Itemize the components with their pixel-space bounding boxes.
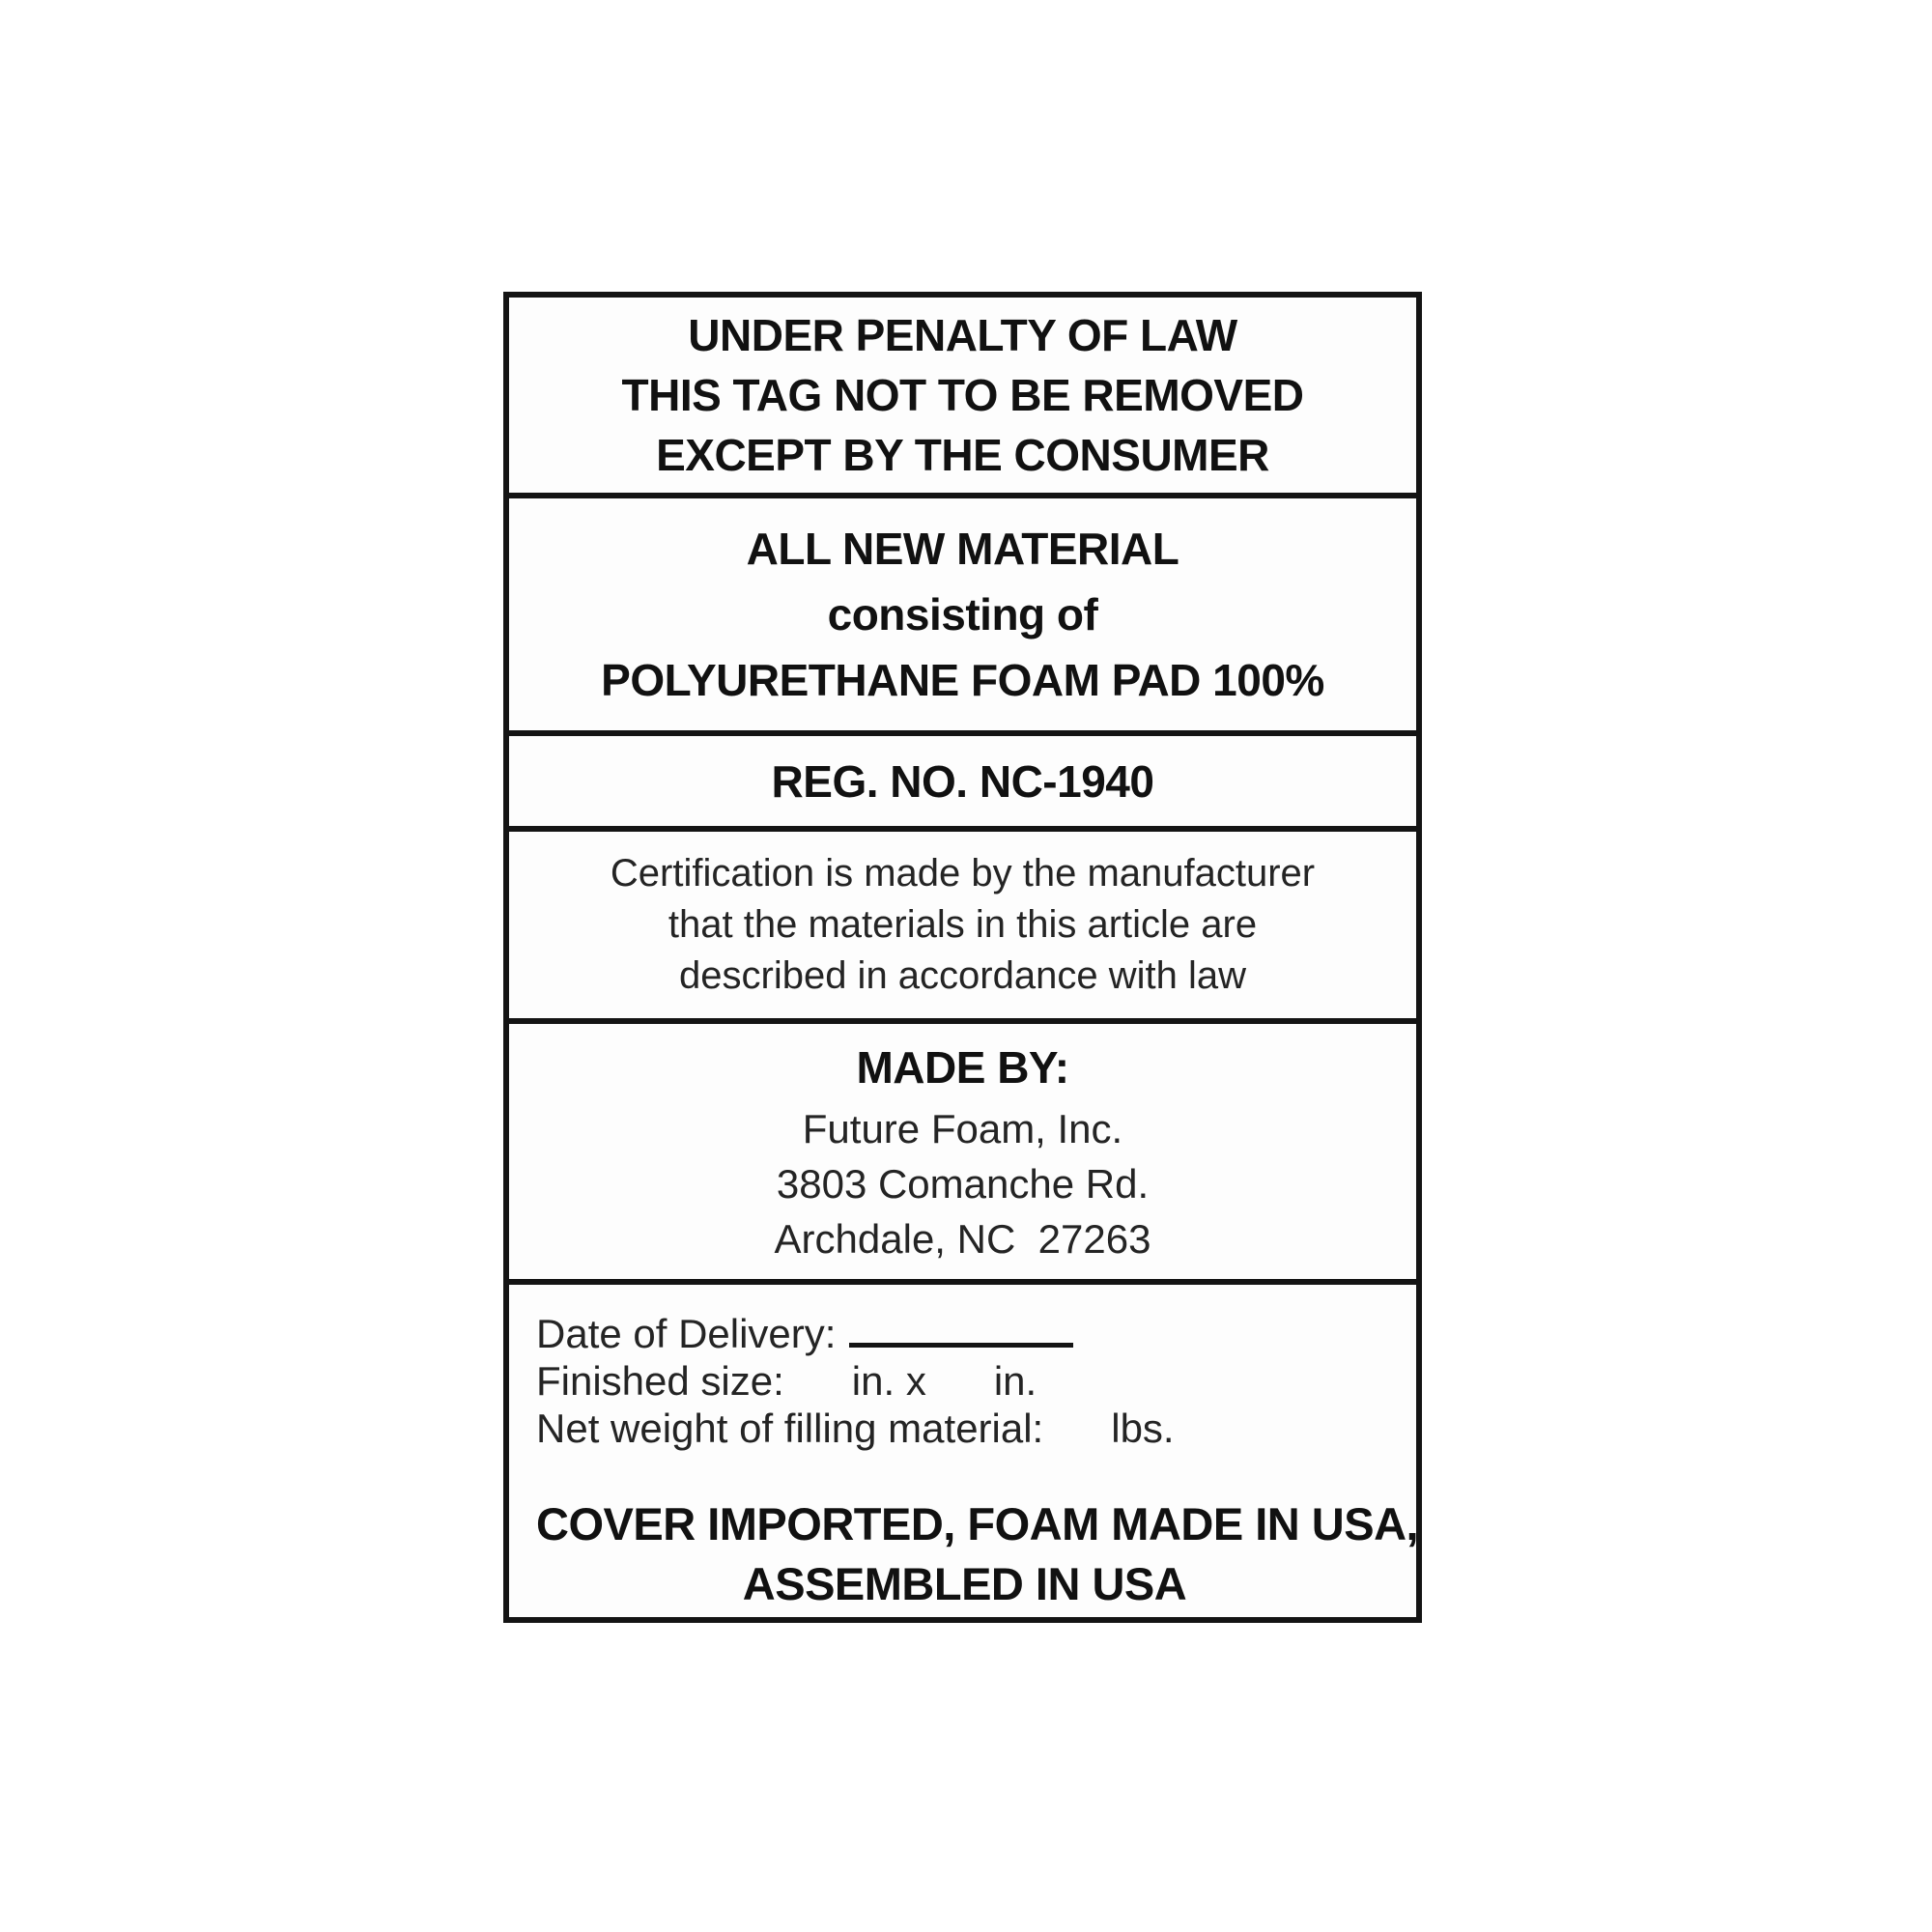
made-by-heading: MADE BY: bbox=[856, 1041, 1069, 1093]
finished-size-line: Finished size: in. x in. bbox=[536, 1358, 1037, 1404]
material-line-3: POLYURETHANE FOAM PAD 100% bbox=[601, 655, 1324, 705]
penalty-line-1: UNDER PENALTY OF LAW bbox=[688, 310, 1237, 360]
certification-line-2: that the materials in this article are bbox=[668, 903, 1258, 946]
section-made-by bbox=[509, 1024, 1416, 1285]
material-line-1: ALL NEW MATERIAL bbox=[746, 524, 1179, 574]
origin-statement bbox=[536, 1494, 1419, 1614]
section-penalty-notice bbox=[509, 298, 1416, 498]
certification-line-3: described in accordance with law bbox=[679, 954, 1246, 997]
manufacturer-name: Future Foam, Inc. bbox=[802, 1105, 1123, 1151]
date-of-delivery-blank bbox=[849, 1310, 1073, 1348]
origin-line-1: COVER IMPORTED, FOAM MADE IN USA, bbox=[536, 1498, 1419, 1549]
manufacturer-street: 3803 Comanche Rd. bbox=[776, 1160, 1150, 1207]
penalty-line-2: THIS TAG NOT TO BE REMOVED bbox=[621, 370, 1304, 420]
penalty-line-3: EXCEPT BY THE CONSUMER bbox=[656, 430, 1269, 480]
date-of-delivery-row bbox=[536, 1310, 1393, 1357]
section-registration-number bbox=[509, 736, 1416, 832]
section-material-contents bbox=[509, 498, 1416, 736]
material-line-2: consisting of bbox=[827, 589, 1098, 639]
law-label-tag bbox=[503, 292, 1422, 1623]
section-certification bbox=[509, 832, 1416, 1024]
date-of-delivery-label: Date of Delivery: bbox=[536, 1311, 837, 1356]
certification-line-1: Certification is made by the manufacturer bbox=[610, 852, 1316, 895]
net-weight-line: Net weight of filling material: lbs. bbox=[536, 1406, 1175, 1451]
registration-number: REG. NO. NC-1940 bbox=[771, 755, 1154, 807]
manufacturer-city-state-zip: Archdale, NC 27263 bbox=[774, 1215, 1151, 1262]
section-details-and-origin bbox=[509, 1285, 1419, 1617]
origin-line-2: ASSEMBLED IN USA bbox=[742, 1558, 1187, 1609]
